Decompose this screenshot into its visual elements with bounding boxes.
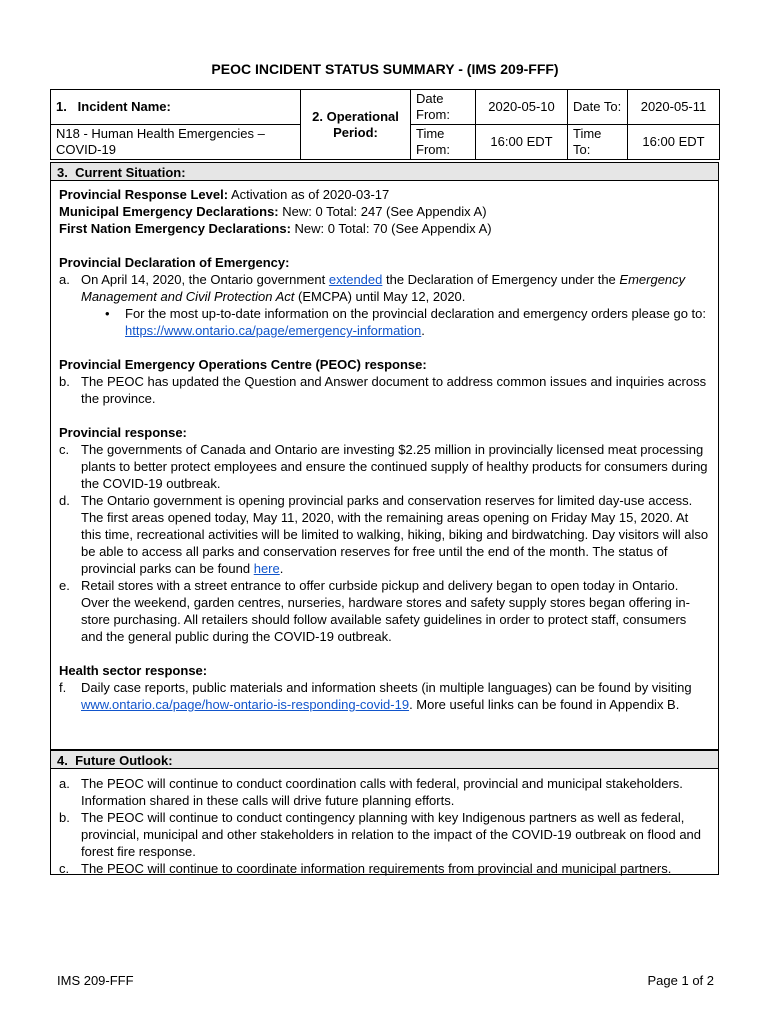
date-to-value: 2020-05-11 xyxy=(628,90,720,125)
parks-here-link[interactable]: here xyxy=(253,561,280,576)
list-item: • For the most up-to-date information on the provincial declaration and emergency orders please go to: https://www.ontario.ca/page/emergency-information. xyxy=(105,306,706,338)
first-nation-declarations-value: New: 0 Total: 70 (See Appendix A) xyxy=(290,221,492,236)
list-item: b. The PEOC will continue to conduct contingency planning with key Indigenous partners as well as federal, provincial, municipal and other stakeholders in relation to the impact of the COVID-19 outbreak on flood and forest fire response. xyxy=(59,810,702,859)
date-from-label: Date From: xyxy=(411,90,476,125)
footer-page-number: Page 1 of 2 xyxy=(647,973,714,988)
declaration-heading: Provincial Declaration of Emergency: xyxy=(59,255,290,270)
future-outlook-section xyxy=(50,750,719,875)
bullet-icon: • xyxy=(105,306,110,321)
list-item: a. On April 14, 2020, the Ontario government extended the Declaration of Emergency under the Emergency Management and Civil Protection Act (EMCPA) until May 12, 2020. xyxy=(59,272,686,304)
response-level-value: Activation as of 2020-03-17 xyxy=(228,187,390,202)
future-outlook-heading: 4. Future Outlook: xyxy=(51,751,718,769)
provincial-response-heading: Provincial response: xyxy=(59,425,187,440)
op-period-word: Operational xyxy=(326,108,399,124)
list-item: c. The governments of Canada and Ontario are investing $2.25 million in provincially licensed meat processing plants to better protect employees and ensure the continued supply of healthy products for consumers during the COVID-19 outbreak. xyxy=(59,442,708,491)
time-to-label: Time To: xyxy=(568,125,628,160)
extended-link[interactable]: extended xyxy=(328,272,383,287)
first-nation-declarations-label: First Nation Emergency Declarations: xyxy=(59,221,291,236)
op-period-word2: Period: xyxy=(333,124,378,140)
footer-form-id: IMS 209-FFF xyxy=(57,973,134,988)
operational-period-label xyxy=(301,90,411,160)
time-to-value: 16:00 EDT xyxy=(628,125,720,160)
health-sector-heading: Health sector response: xyxy=(59,663,208,678)
list-item: d. The Ontario government is opening provincial parks and conservation reserves for limited day-use access. The first areas opened today, May 11, 2020, with the remaining areas opening on Friday May 15, 2020. At this time, recreational activities will be limited to walking, hiking, biking and birdwatching. Day visitors will also be able to access all parks and conservation reserves for free until the end of the month. The status of provincial parks can be found here. xyxy=(59,493,709,576)
date-to-label: Date To: xyxy=(568,90,628,125)
incident-name-value: N18 - Human Health Emergencies – COVID-19 xyxy=(51,125,301,160)
emcpa-title: Emergency Management and Civil Protection Act xyxy=(81,272,686,304)
response-level-label: Provincial Response Level: xyxy=(59,187,229,202)
emergency-information-link[interactable]: https://www.ontario.ca/page/emergency-information xyxy=(125,323,422,338)
time-from-value: 16:00 EDT xyxy=(476,125,568,160)
municipal-declarations-label: Municipal Emergency Declarations: xyxy=(59,204,279,219)
incident-header-table xyxy=(50,89,720,160)
time-from-label: Time From: xyxy=(411,125,476,160)
current-situation-heading: 3. Current Situation: xyxy=(51,163,718,181)
list-item: b. The PEOC has updated the Question and Answer document to address common issues and inquiries across the province. xyxy=(59,374,707,406)
list-item: a. The PEOC will continue to conduct coordination calls with federal, provincial and municipal stakeholders. Information shared in these calls will drive future planning efforts. xyxy=(59,776,683,808)
list-item: f. Daily case reports, public materials and information sheets (in multiple languages) can be found by visiting www.ontario.ca/page/how-ontario-is-responding-covid-19. More useful links can be found in Appendix B. xyxy=(59,680,692,712)
op-period-number: 2. xyxy=(312,108,323,124)
ontario-covid-link[interactable]: www.ontario.ca/page/how-ontario-is-responding-covid-19 xyxy=(81,697,410,712)
page-title: PEOC INCIDENT STATUS SUMMARY - (IMS 209-FFF) xyxy=(211,61,559,77)
list-item: e. Retail stores with a street entrance to offer curbside pickup and delivery began to open today in Ontario. Over the weekend, garden centres, nurseries, hardware stores and safety supply stores began offering in-store purchasing. All retailers should follow available safety guidelines in order to protect staff, consumers and the general public during the COVID-19 outbreak. xyxy=(59,578,690,644)
list-item: c. The PEOC will continue to coordinate information requirements from provincial and municipal partners. xyxy=(59,861,672,876)
date-from-value: 2020-05-10 xyxy=(476,90,568,125)
peoc-response-heading: Provincial Emergency Operations Centre (PEOC) response: xyxy=(59,357,427,372)
municipal-declarations-value: New: 0 Total: 247 (See Appendix A) xyxy=(278,204,487,219)
incident-name-label: 1. Incident Name: xyxy=(51,90,301,125)
current-situation-section xyxy=(50,162,719,750)
